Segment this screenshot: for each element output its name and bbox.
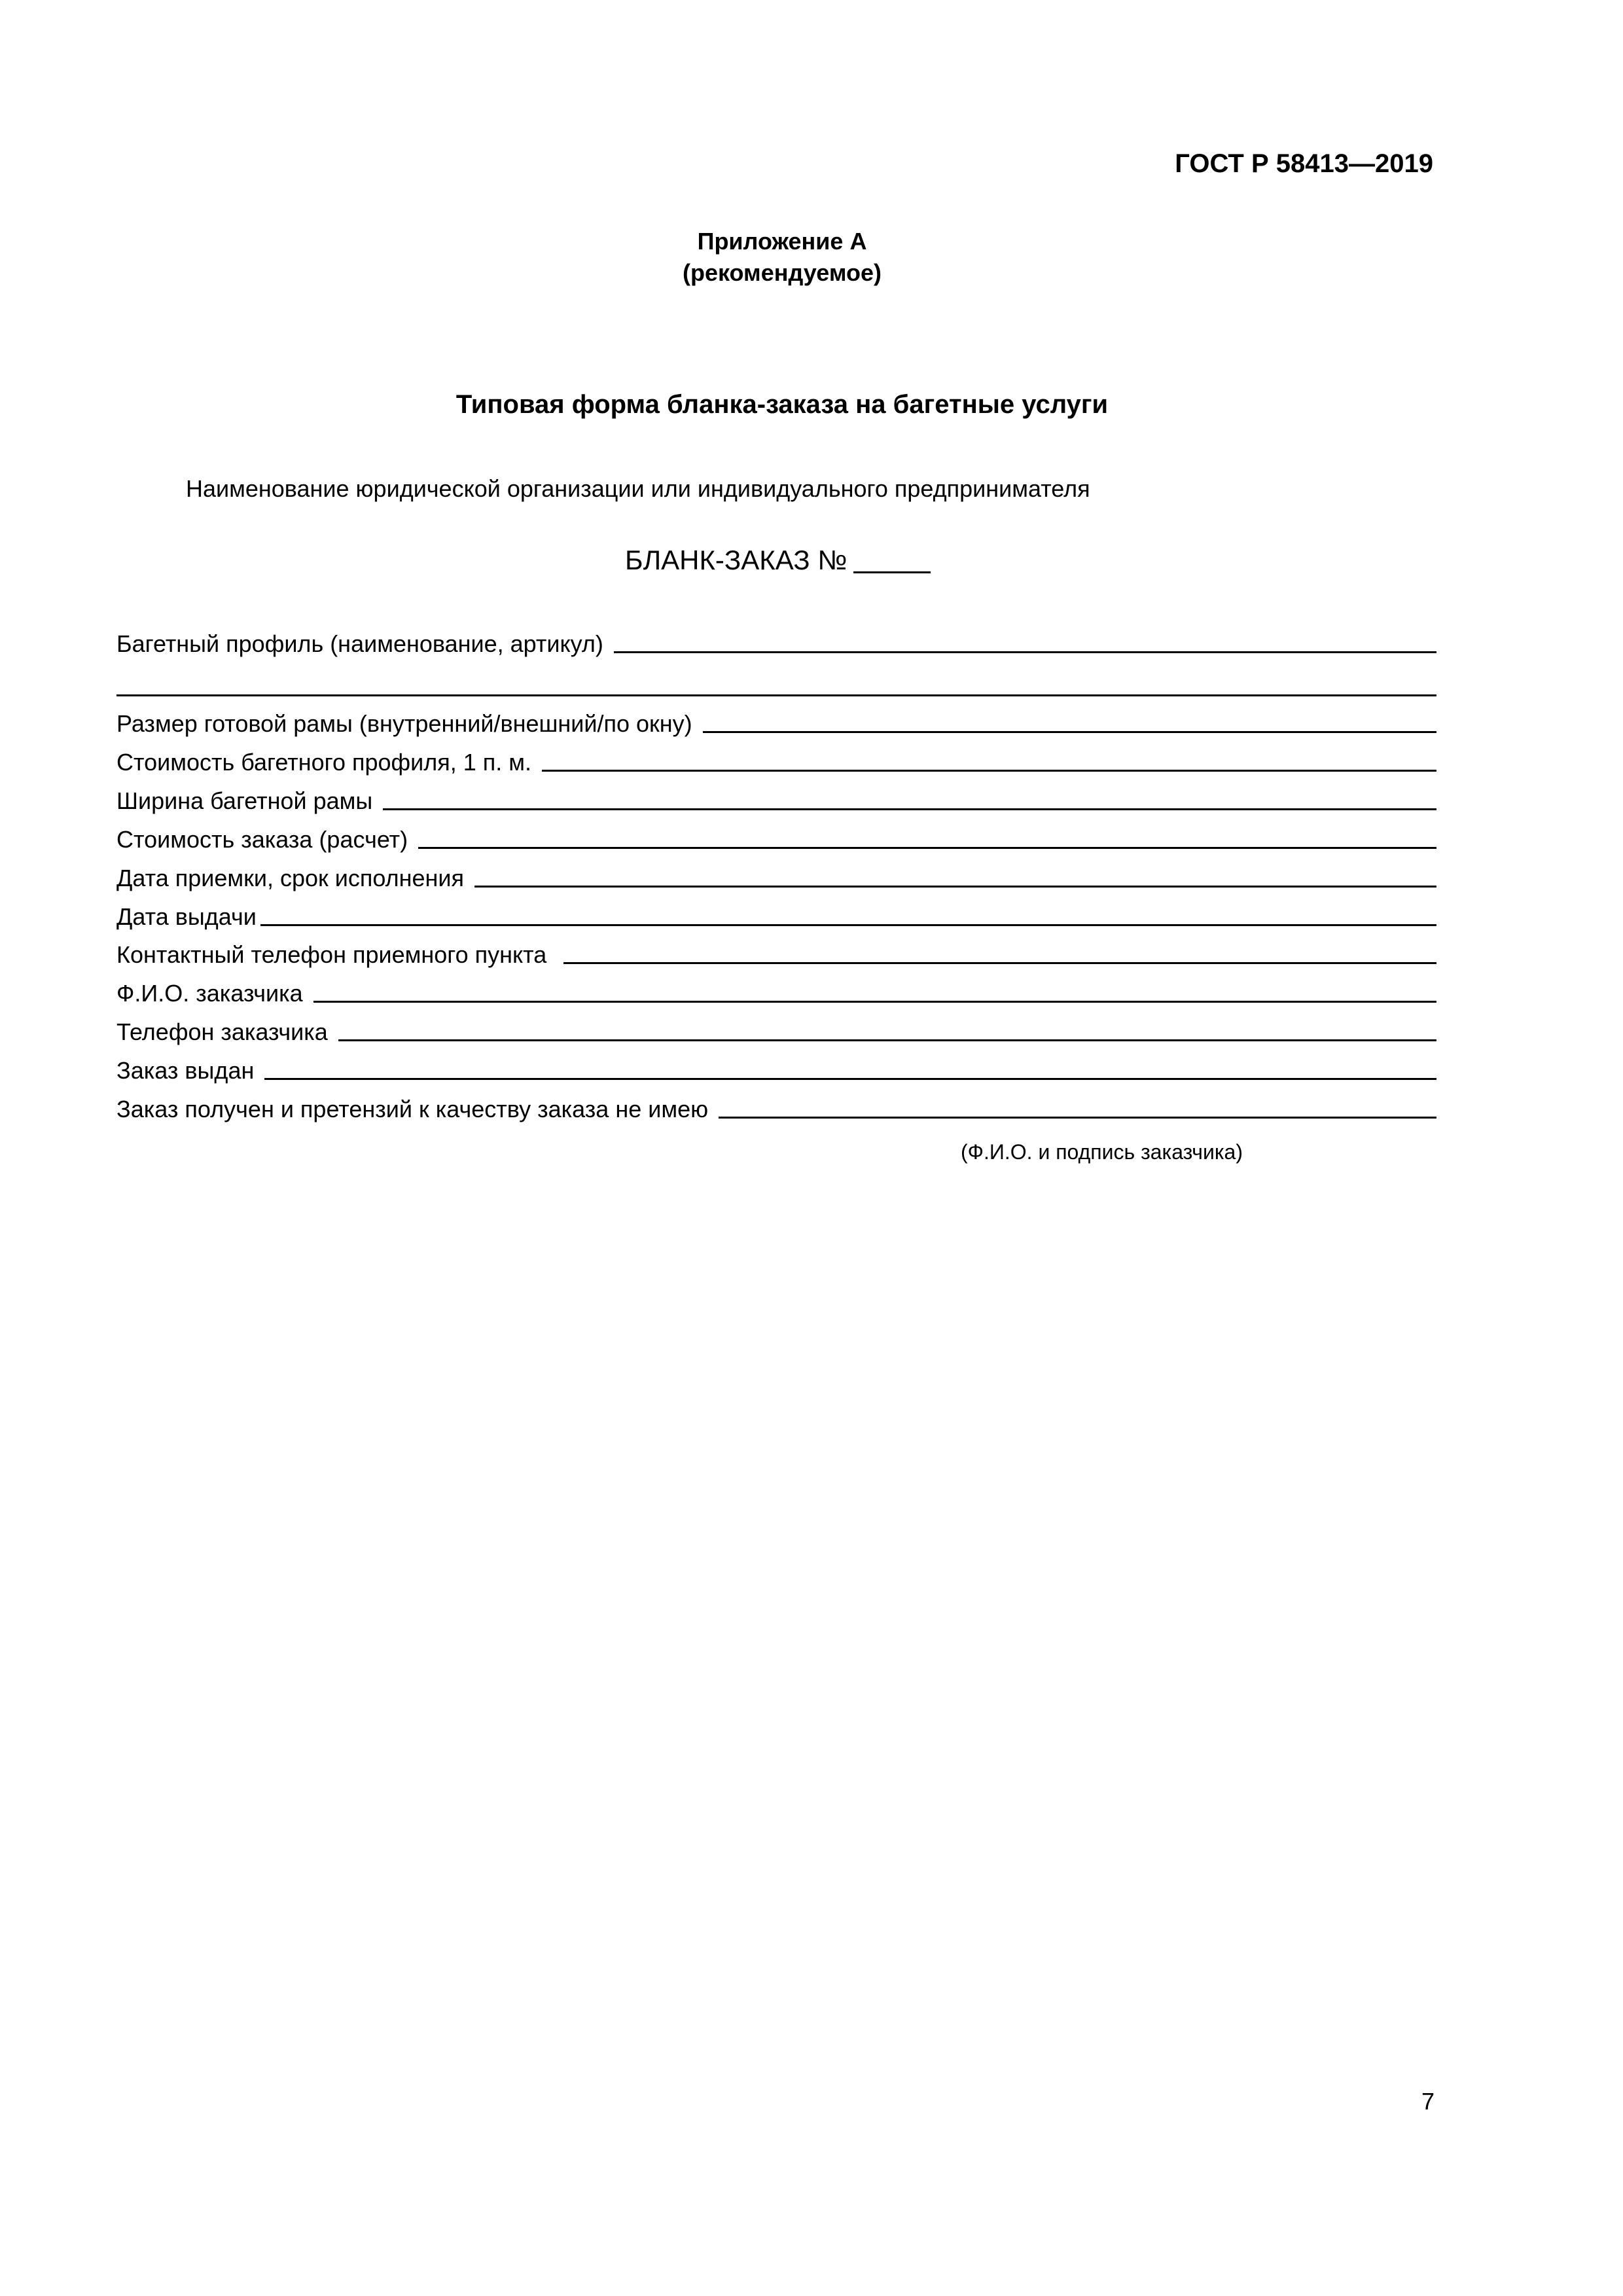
form-row-frame-size	[116, 707, 1436, 738]
field-line-frame-width[interactable]	[383, 808, 1436, 810]
appendix-title: Приложение А	[697, 228, 867, 255]
blank-title	[625, 545, 931, 576]
field-label-frame-width: Ширина багетной рамы	[116, 787, 373, 814]
field-label-order-issued: Заказ выдан	[116, 1057, 255, 1084]
appendix-status: (рекомендуемое)	[683, 259, 882, 286]
field-label-customer-name: Ф.И.О. заказчика	[116, 980, 303, 1007]
field-line-order-cost[interactable]	[418, 847, 1436, 849]
form-title: Типовая форма бланка-заказа на багетные услуги	[455, 390, 1109, 419]
field-label-contact-phone: Контактный телефон приемного пункта	[116, 941, 547, 968]
field-label-frame-size: Размер готовой рамы (внутренний/внешний/по окну)	[116, 710, 692, 737]
form-row-customer-phone	[116, 1015, 1436, 1047]
blank-title-text: БЛАНК-ЗАКАЗ №	[625, 545, 847, 575]
field-label-order-cost: Стоимость заказа (расчет)	[116, 826, 408, 853]
field-line-acceptance-date[interactable]	[474, 886, 1436, 888]
page-number: 7	[1421, 2088, 1435, 2115]
organization-name-label: Наименование юридической организации или индивидуального предпринимателя	[186, 475, 1090, 502]
form-row-contact-phone	[116, 938, 1436, 969]
field-label-customer-phone: Телефон заказчика	[116, 1018, 328, 1045]
field-line-order-received[interactable]	[719, 1117, 1436, 1119]
field-line-issue-date[interactable]	[260, 924, 1436, 926]
field-label-profile: Багетный профиль (наименование, артикул)	[116, 630, 603, 657]
field-label-order-received: Заказ получен и претензий к качеству заказа не имею	[116, 1096, 709, 1122]
blank-number-field[interactable]	[853, 545, 931, 573]
field-line-profile[interactable]	[614, 651, 1436, 653]
form-row-profile	[116, 627, 1436, 658]
form-row-order-received	[116, 1092, 1436, 1124]
field-label-issue-date: Дата выдачи	[116, 903, 257, 930]
field-line-contact-phone[interactable]	[563, 962, 1436, 964]
field-line-profile-continued[interactable]	[116, 694, 1436, 696]
field-label-profile-cost: Стоимость багетного профиля, 1 п. м.	[116, 749, 532, 776]
form-row-issue-date	[116, 900, 1436, 931]
form-row-profile-cost	[116, 745, 1436, 777]
form-row-order-issued	[116, 1054, 1436, 1085]
field-label-acceptance-date: Дата приемки, срок исполнения	[116, 865, 464, 891]
field-line-customer-phone[interactable]	[338, 1039, 1436, 1041]
field-line-frame-size[interactable]	[703, 731, 1436, 733]
form-row-customer-name	[116, 977, 1436, 1008]
form-row-order-cost	[116, 823, 1436, 854]
field-line-profile-cost[interactable]	[542, 770, 1436, 772]
signature-caption: (Ф.И.О. и подпись заказчика)	[961, 1140, 1243, 1164]
standard-number: ГОСТ Р 58413—2019	[1175, 149, 1433, 178]
form-row-frame-width	[116, 784, 1436, 816]
field-line-order-issued[interactable]	[264, 1078, 1436, 1080]
form-row-acceptance-date	[116, 861, 1436, 893]
field-line-customer-name[interactable]	[313, 1001, 1436, 1003]
